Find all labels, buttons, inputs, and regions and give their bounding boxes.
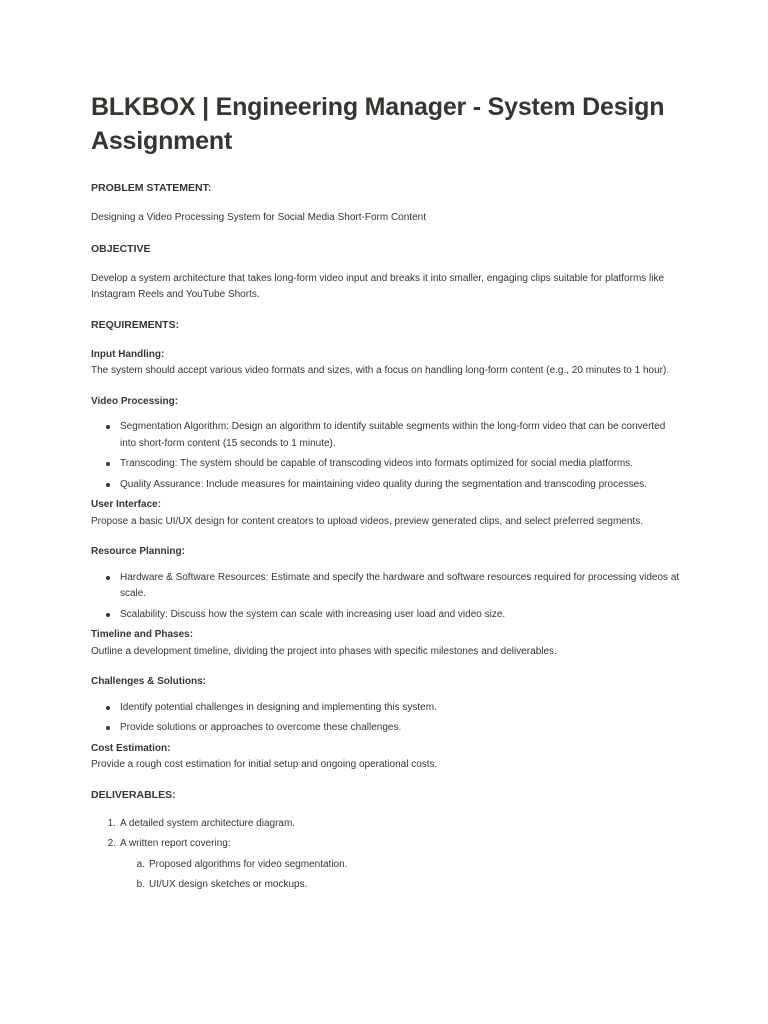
list-marker: a.: [136, 858, 145, 870]
deliverables-sublist: [120, 857, 684, 894]
user-interface-heading: User Interface:: [91, 499, 162, 510]
list-item-text: A detailed system architecture diagram.: [120, 817, 296, 829]
user-interface-text: Propose a basic UI/UX design for content creators to upload videos, preview generated clips, and select preferred segments.: [91, 515, 643, 527]
input-handling-heading: Input Handling:: [91, 348, 165, 360]
input-handling-text: The system should accept various video formats and sizes, with a focus on handling long-form content (e.g., 20 minutes to 1 hour).: [91, 365, 670, 376]
video-processing-list: [91, 419, 684, 493]
list-marker: b.: [136, 879, 145, 890]
list-item: [136, 877, 684, 894]
problem-statement-text: Designing a Video Processing System for Social Media Short-Form Content: [91, 212, 426, 223]
cost-estimation-text: Provide a rough cost estimation for initial setup and ongoing operational costs.: [91, 759, 438, 770]
page-title: BLKBOX | Engineering Manager - System Design Assignment: [91, 93, 665, 155]
objective-heading: OBJECTIVE: [91, 242, 151, 255]
list-item: [107, 836, 684, 894]
list-item: [136, 857, 684, 874]
list-marker: 1.: [107, 817, 116, 829]
list-item-text: Proposed algorithms for video segmentation.: [149, 858, 348, 870]
list-item: Hardware & Software Resources: Estimate and specify the hardware and software resources required for processing videos at scale.: [120, 570, 684, 603]
list-item-text: A written report covering:: [120, 838, 231, 849]
resource-planning-list: [91, 570, 684, 624]
list-marker: 2.: [107, 838, 116, 849]
deliverables-list: [91, 816, 684, 894]
requirements-heading: REQUIREMENTS:: [91, 318, 180, 331]
list-item: Transcoding: The system should be capable of transcoding videos into formats optimized for social media platforms.: [120, 456, 684, 473]
list-item: Segmentation Algorithm: Design an algorithm to identify suitable segments within the long-form video that can be converted into short-form content (15 seconds to 1 minute).: [120, 419, 684, 452]
list-item: Scalability: Discuss how the system can scale with increasing user load and video size.: [120, 607, 684, 624]
list-item: [107, 816, 684, 833]
deliverables-heading: DELIVERABLES:: [91, 788, 176, 801]
challenges-heading: Challenges & Solutions:: [91, 676, 207, 687]
problem-statement-heading: PROBLEM STATEMENT:: [91, 182, 212, 194]
timeline-text: Outline a development timeline, dividing the project into phases with specific milestones and deliverables.: [91, 645, 557, 657]
video-processing-heading: Video Processing:: [91, 395, 179, 407]
list-item: Quality Assurance: Include measures for maintaining video quality during the segmentation and transcoding processes.: [120, 477, 684, 494]
objective-text: Develop a system architecture that takes long-form video input and breaks it into smaller, engaging clips suitable for platforms like Instagram Reels and YouTube Shorts.: [91, 272, 665, 300]
list-item-text: UI/UX design sketches or mockups.: [149, 879, 308, 890]
resource-planning-heading: Resource Planning:: [91, 546, 185, 557]
list-item: Provide solutions or approaches to overcome these challenges.: [120, 720, 684, 737]
challenges-list: [91, 700, 684, 737]
cost-estimation-heading: Cost Estimation:: [91, 742, 171, 754]
timeline-heading: Timeline and Phases:: [91, 629, 194, 640]
list-item: Identify potential challenges in designing and implementing this system.: [120, 700, 684, 717]
